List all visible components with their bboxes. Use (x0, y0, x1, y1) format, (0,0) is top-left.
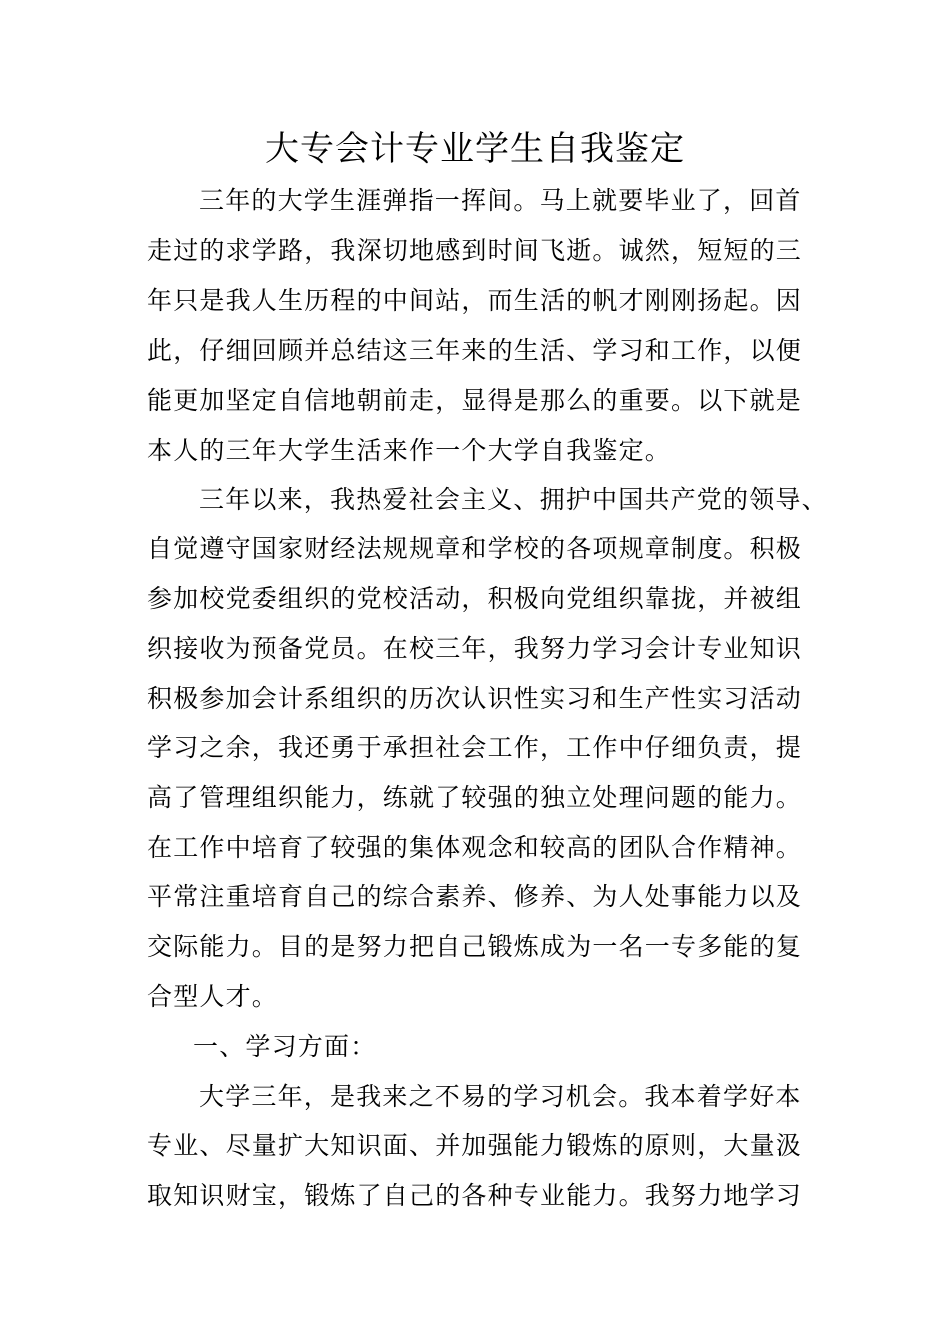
paragraph-3-line-2: 专业、尽量扩大知识面、并加强能力锻炼的原则，大量汲 (147, 1131, 803, 1160)
paragraph-2-line-8: 在工作中培育了较强的集体观念和较高的团队合作精神。 (147, 833, 803, 862)
document-title: 大专会计专业学生自我鉴定 (265, 129, 685, 169)
paragraph-1-line-3: 年只是我人生历程的中间站，而生活的帆才刚刚扬起。因 (147, 286, 803, 315)
paragraph-2-line-7: 高了管理组织能力，练就了较强的独立处理问题的能力。 (147, 783, 803, 812)
paragraph-2-line-11: 合型人才。 (147, 982, 279, 1011)
paragraph-2-line-3: 参加校党委组织的党校活动，积极向党组织靠拢，并被组 (147, 584, 803, 613)
paragraph-1-line-6: 本人的三年大学生活来作一个大学自我鉴定。 (147, 436, 672, 465)
paragraph-2-line-1: 三年以来，我热爱社会主义、拥护中国共产党的领导、 (199, 485, 828, 514)
section-heading-study: 一、学习方面： (193, 1032, 377, 1061)
paragraph-2-line-9: 平常注重培育自己的综合素养、修养、为人处事能力以及 (147, 882, 803, 911)
paragraph-1-line-1: 三年的大学生涯弹指一挥间。马上就要毕业了，回首 (199, 186, 802, 215)
paragraph-1-line-2: 走过的求学路，我深切地感到时间飞逝。诚然，短短的三 (147, 236, 803, 265)
paragraph-3-line-3: 取知识财宝，锻炼了自己的各种专业能力。我努力地学习 (147, 1181, 803, 1210)
paragraph-2-line-4: 织接收为预备党员。在校三年，我努力学习会计专业知识 (147, 634, 803, 663)
paragraph-2-line-10: 交际能力。目的是努力把自己锻炼成为一名一专多能的复 (147, 932, 803, 961)
paragraph-2-line-6: 学习之余，我还勇于承担社会工作，工作中仔细负责，提 (147, 733, 803, 762)
paragraph-2-line-2: 自觉遵守国家财经法规规章和学校的各项规章制度。积极 (147, 534, 803, 563)
paragraph-1-line-4: 此，仔细回顾并总结这三年来的生活、学习和工作，以便 (147, 336, 803, 365)
paragraph-3-line-1: 大学三年，是我来之不易的学习机会。我本着学好本 (199, 1082, 802, 1111)
paragraph-2-line-5: 积极参加会计系组织的历次认识性实习和生产性实习活动 (147, 684, 803, 713)
paragraph-1-line-5: 能更加坚定自信地朝前走，显得是那么的重要。以下就是 (147, 386, 803, 415)
